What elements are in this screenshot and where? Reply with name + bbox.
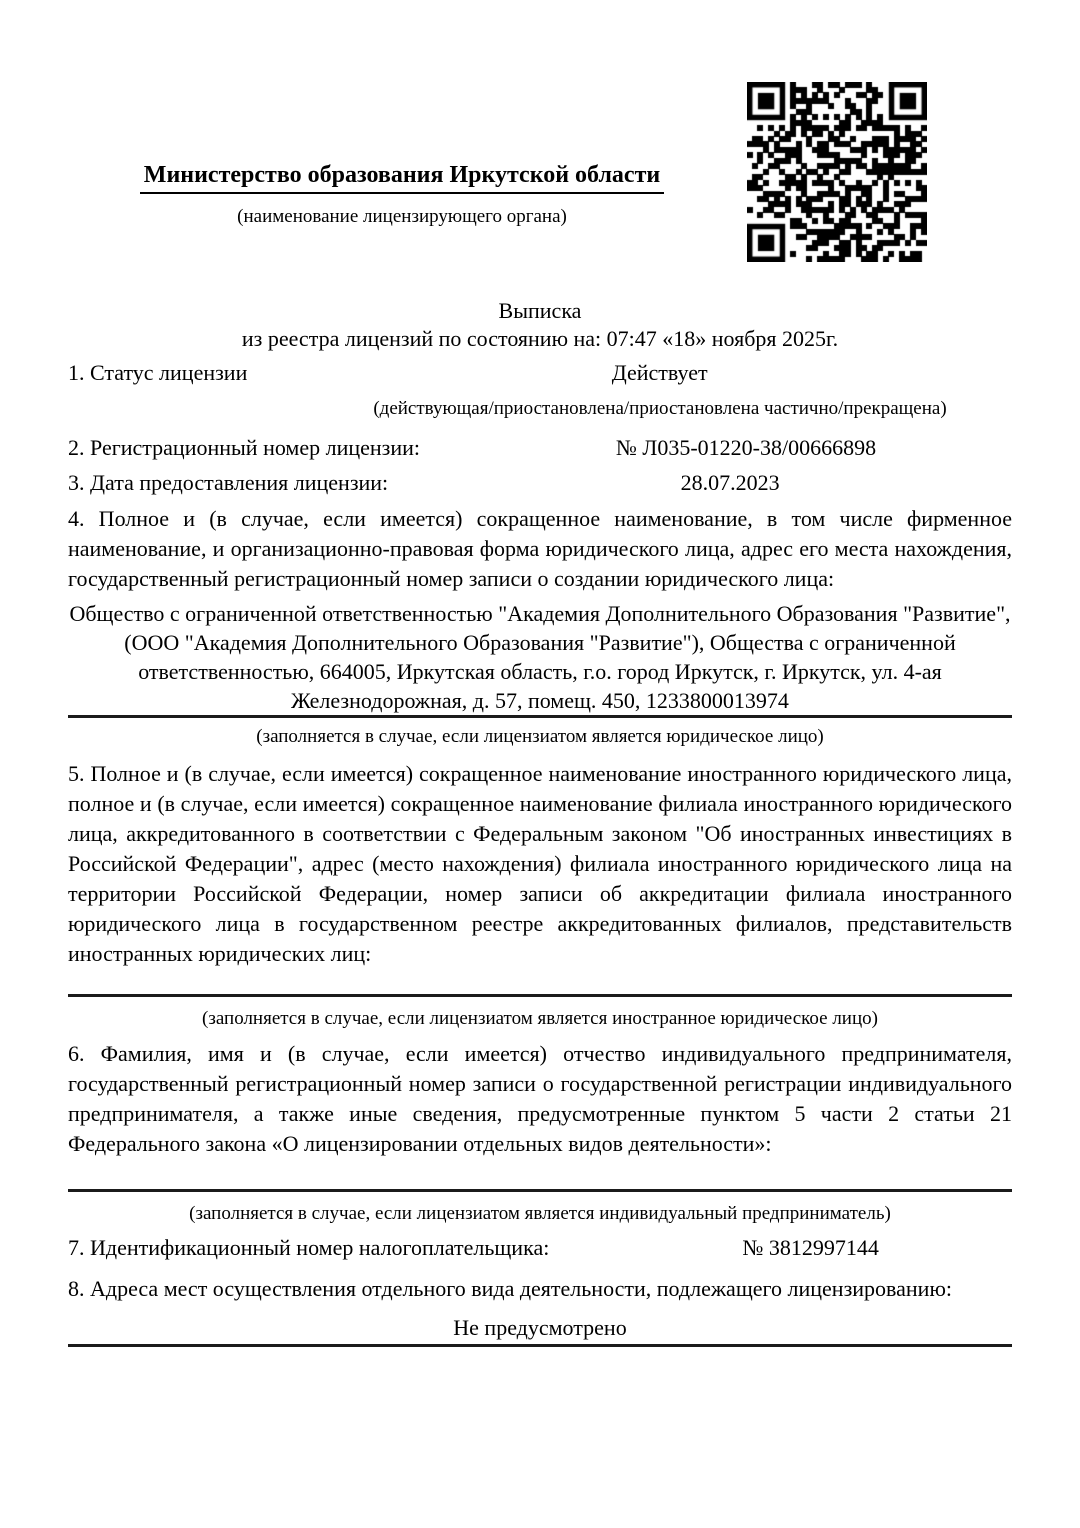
entrepreneur-label: 6. Фамилия, имя и (в случае, если имеется) отчество индивидуального предпринимателя, государственный регистрационный номер записи о государственной регистрации индивидуального предпринимателя, а также иные сведения, предусмотренные пунктом 5 части 2 статьи 21 Федерального закона «О лицензировании отдельных видов деятельности»: — [68, 1041, 1012, 1156]
divider — [68, 994, 1012, 997]
legal-entity-value: Общество с ограниченной ответственностью "Академия Дополнительного Образования "Развитие", (ООО "Академия Дополнительного Образования "Развитие"), Общества с ограниченной ответственностью, 664005, Иркутская область, г.о. город Иркутск, г. Иркутск, ул. 4-ая Железнодорожная, д. 57, помещ. 450, 1233800013974 — [69, 601, 1011, 713]
inn-value: № 3812997144 — [742, 1235, 879, 1260]
grant-date-label: 3. Дата предоставления лицензии: — [68, 470, 389, 495]
status-label: 1. Статус лицензии — [68, 360, 248, 385]
divider — [68, 715, 1012, 718]
addresses-value: Не предусмотрено — [453, 1315, 627, 1340]
legal-entity-label: 4. Полное и (в случае, если имеется) сокращенное наименование, в том числе фирменное наименование, и организационно-правовая форма юридического лица, адрес его места нахождения, государственный регистрационный номер записи о создании юридического лица: — [68, 506, 1012, 591]
qr-code-icon — [747, 82, 927, 262]
addresses-label: 8. Адреса мест осуществления отдельного вида деятельности, подлежащего лицензированию: — [68, 1276, 952, 1301]
reg-number-value: № Л035-01220-38/00666898 — [615, 435, 877, 460]
licensing-authority-caption: (наименование лицензирующего органа) — [237, 206, 567, 227]
licensing-authority-block — [68, 160, 736, 194]
legal-entity-note: (заполняется в случае, если лицензиатом является юридическое лицо) — [256, 726, 824, 747]
reg-number-label: 2. Регистрационный номер лицензии: — [68, 435, 421, 460]
field-row-grant-date — [68, 469, 1012, 497]
entrepreneur-note: (заполняется в случае, если лицензиатом является индивидуальный предприниматель) — [189, 1203, 891, 1224]
foreign-entity-note: (заполняется в случае, если лицензиатом является иностранное юридическое лицо) — [202, 1008, 878, 1029]
divider — [68, 1344, 1012, 1347]
foreign-entity-label: 5. Полное и (в случае, если имеется) сокращенное наименование иностранного юридического лица, полное и (в случае, если имеется) сокращенное наименование филиала иностранного юридического лица, аккредитованного в соответствии с Федеральным законом "Об иностранных инвестициях в Российской Федерации", адрес (место нахождения) филиала иностранного юридического лица на территории Российской Федерации, номер записи об аккредитации филиала иностранного юридического лица в государственном реестре аккредитованных филиалов, представительств иностранных юридических лиц: — [68, 761, 1012, 966]
field-row-inn — [68, 1234, 1012, 1262]
status-value: Действует — [611, 360, 708, 385]
divider — [68, 1189, 1012, 1192]
licensing-authority-name: Министерство образования Иркутской области — [140, 160, 664, 194]
grant-date-value: 28.07.2023 — [680, 470, 780, 495]
field-row-reg-number — [68, 434, 1012, 462]
field-row-status — [68, 359, 1012, 387]
status-note: (действующая/приостановлена/приостановлена частично/прекращена) — [373, 398, 947, 419]
inn-label: 7. Идентификационный номер налогоплательщика: — [68, 1235, 550, 1260]
document-title: Выписка — [498, 298, 582, 323]
document-date-line: из реестра лицензий по состоянию на: 07:47 «18» ноября 2025г. — [241, 326, 839, 351]
